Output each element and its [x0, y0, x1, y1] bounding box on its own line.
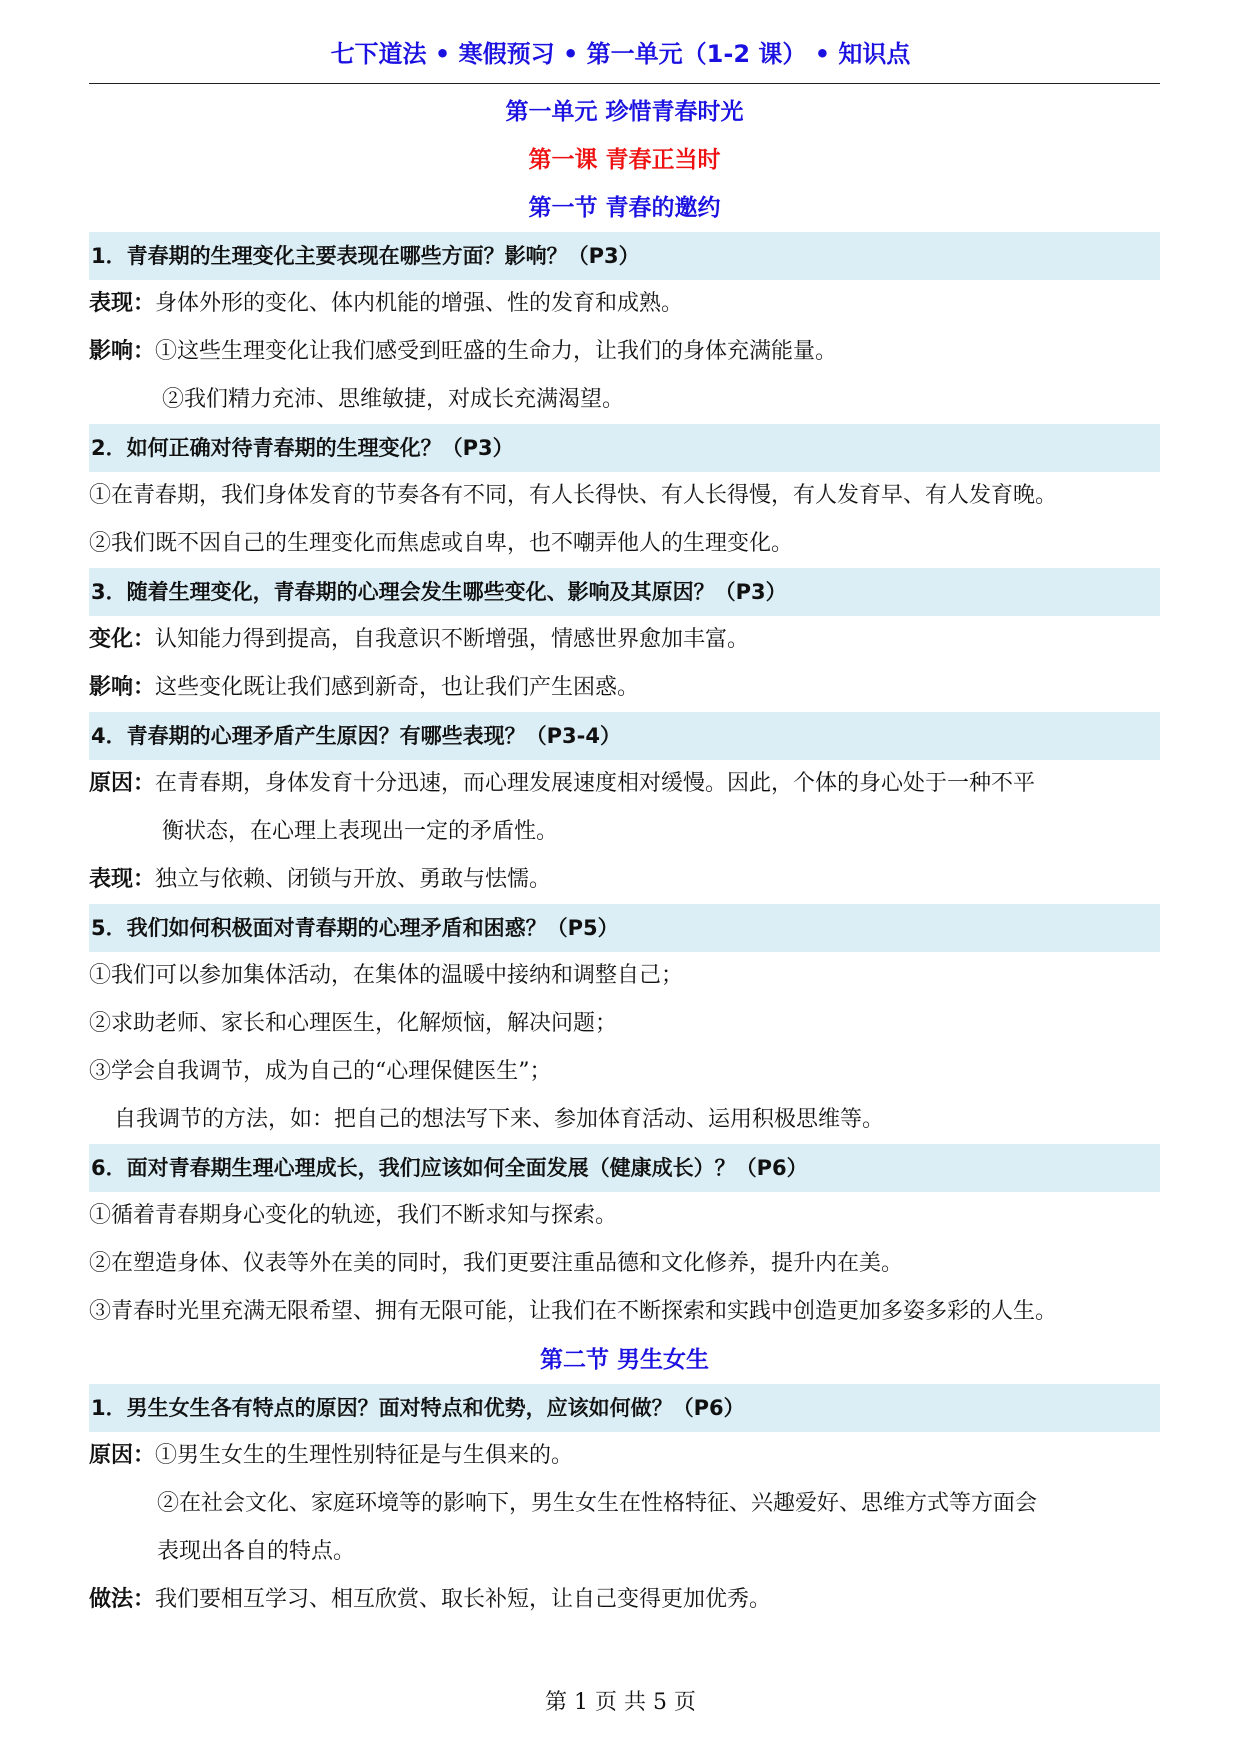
answer-line: ②求助老师、家长和心理医生，化解烦恼，解决问题； — [89, 1011, 618, 1036]
question-heading: 6．面对青春期生理心理成长，我们应该如何全面发展（健康成长）？（P6） — [89, 1144, 1160, 1192]
answer-text: 独立与依赖、闭锁与开放、勇敢与怯懦。 — [155, 867, 552, 892]
answer-label: 表现： — [89, 867, 156, 892]
answer-label: 做法： — [89, 1587, 156, 1612]
answer-text: 在青春期，身体发育十分迅速，而心理发展速度相对缓慢。因此，个体的身心处于一种不平 — [155, 771, 1036, 796]
answer-text: 这些变化既让我们感到新奇，也让我们产生困惑。 — [155, 675, 640, 700]
answer-label: 原因： — [89, 1443, 156, 1468]
answer-line: ②我们既不因自己的生理变化而焦虑或自卑，也不嘲弄他人的生理变化。 — [89, 531, 794, 556]
answer-line: 自我调节的方法，如：把自己的想法写下来、参加体育活动、运用积极思维等。 — [114, 1107, 885, 1132]
answer-line: ①在青春期，我们身体发育的节奏各有不同，有人长得快、有人长得慢，有人发育早、有人发育晚。 — [89, 483, 1058, 508]
answer-line — [89, 1432, 1160, 1480]
question-heading: 4．青春期的心理矛盾产生原因？有哪些表现？（P3-4） — [89, 712, 1160, 760]
section-title-1: 第一节 青春的邀约 — [528, 195, 721, 221]
section-title-2: 第二节 男生女生 — [539, 1347, 709, 1373]
answer-text: 身体外形的变化、体内机能的增强、性的发育和成熟。 — [155, 291, 684, 316]
answer-text: 我们要相互学习、相互欣赏、取长补短，让自己变得更加优秀。 — [155, 1587, 772, 1612]
page-number: 第 1 页 共 5 页 — [545, 1690, 696, 1715]
answer-line: ①循着青春期身心变化的轨迹，我们不断求知与探索。 — [89, 1203, 618, 1228]
document-body — [89, 88, 1160, 1624]
answer-line — [89, 1576, 1160, 1624]
page-header-title: 七下道法 • 寒假预习 • 第一单元（1-2 课） • 知识点 — [330, 40, 911, 68]
answer-line — [89, 616, 1160, 664]
question-heading: 5．我们如何积极面对青春期的心理矛盾和困惑？（P5） — [89, 904, 1160, 952]
answer-text: 认知能力得到提高，自我意识不断增强，情感世界愈加丰富。 — [155, 627, 750, 652]
answer-line — [89, 280, 1160, 328]
answer-line: 表现出各自的特点。 — [157, 1539, 356, 1564]
answer-line — [89, 664, 1160, 712]
answer-line: ③青春时光里充满无限希望、拥有无限可能，让我们在不断探索和实践中创造更加多姿多彩的人生。 — [89, 1299, 1058, 1324]
answer-label: 变化： — [89, 627, 156, 652]
header-divider — [89, 83, 1160, 84]
answer-line — [89, 856, 1160, 904]
unit-title: 第一单元 珍惜青春时光 — [505, 99, 744, 125]
answer-line: ②在社会文化、家庭环境等的影响下，男生女生在性格特征、兴趣爱好、思维方式等方面会 — [157, 1491, 1038, 1516]
answer-line: ②在塑造身体、仪表等外在美的同时，我们更要注重品德和文化修养，提升内在美。 — [89, 1251, 904, 1276]
answer-line: ①我们可以参加集体活动，在集体的温暖中接纳和调整自己； — [89, 963, 684, 988]
answer-line: 衡状态，在心理上表现出一定的矛盾性。 — [162, 819, 559, 844]
question-heading: 1．男生女生各有特点的原因？面对特点和优势，应该如何做？（P6） — [89, 1384, 1160, 1432]
answer-label: 影响： — [89, 339, 156, 364]
lesson-title: 第一课 青春正当时 — [528, 147, 721, 173]
answer-label: 影响： — [89, 675, 156, 700]
answer-line — [89, 760, 1160, 808]
question-heading: 2．如何正确对待青春期的生理变化？（P3） — [89, 424, 1160, 472]
question-heading: 1．青春期的生理变化主要表现在哪些方面？影响？（P3） — [89, 232, 1160, 280]
question-heading: 3．随着生理变化，青春期的心理会发生哪些变化、影响及其原因？（P3） — [89, 568, 1160, 616]
answer-line — [89, 328, 1160, 376]
answer-text: ①这些生理变化让我们感受到旺盛的生命力，让我们的身体充满能量。 — [155, 339, 838, 364]
answer-label: 表现： — [89, 291, 156, 316]
answer-label: 原因： — [89, 771, 156, 796]
answer-line: ③学会自我调节，成为自己的“心理保健医生”； — [89, 1059, 552, 1084]
answer-text: ①男生女生的生理性别特征是与生俱来的。 — [155, 1443, 574, 1468]
answer-line: ②我们精力充沛、思维敏捷，对成长充满渴望。 — [162, 387, 625, 412]
